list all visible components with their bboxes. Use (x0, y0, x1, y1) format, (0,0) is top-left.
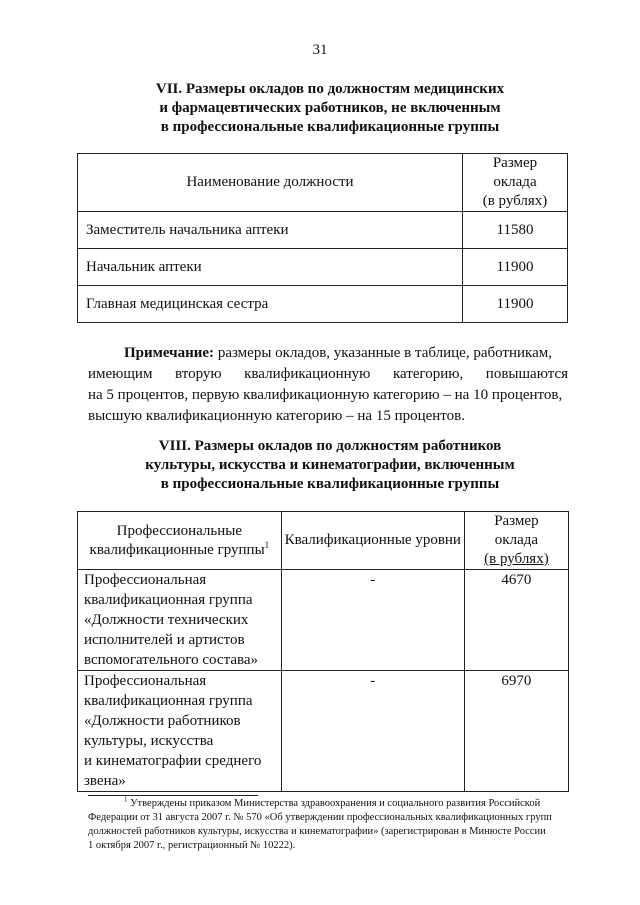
header-group-line: Профессиональные (116, 522, 243, 539)
heading-line: культуры, искусства и кинематографии, включенным (145, 457, 515, 473)
section-8-heading (80, 437, 580, 494)
professional-group (78, 671, 282, 792)
group-line: культуры, искусства (84, 733, 214, 749)
group-line: квалификационная группа (84, 693, 253, 709)
note-line: высшую квалификационную категорию – на 15 процентов. (88, 408, 465, 424)
note-word: повышаются (485, 366, 568, 382)
group-line: квалификационная группа (84, 592, 253, 608)
section-7-heading (80, 80, 580, 137)
note-word: вторую (175, 366, 222, 382)
note-paragraph (88, 343, 568, 427)
header-salary-line: Размер (492, 155, 538, 171)
page-number: 31 (312, 42, 328, 58)
group-line: исполнителей и артистов (84, 632, 245, 648)
salary-value: 11580 (463, 212, 568, 249)
table-row (78, 249, 568, 286)
footnote-marker: 1 (124, 795, 128, 804)
header-salary-line: оклада (494, 532, 539, 548)
footnote-line: должностей работников культуры, искусства и кинематографии» (зарегистрирован в Минюсте России (88, 826, 546, 837)
group-line: звена» (84, 773, 126, 789)
footnote-divider (88, 795, 258, 796)
header-position-name: Наименование должности (78, 154, 463, 212)
professional-group (78, 570, 282, 671)
note-text: размеры окладов, указанные в таблице, работникам, (214, 345, 552, 361)
table-row (78, 570, 569, 671)
note-line (88, 364, 568, 385)
header-professional-group (78, 512, 282, 570)
group-line: Профессиональная (84, 673, 207, 689)
header-salary-line: Размер (494, 513, 539, 529)
table-header-row (78, 512, 569, 570)
position-name: Начальник аптеки (78, 249, 463, 286)
footnote-line (88, 797, 568, 811)
note-line: на 5 процентов, первую квалификационную категорию – на 10 процентов, (88, 387, 563, 403)
header-group-text: квалификационные группы (89, 541, 265, 558)
qualification-level: - (281, 570, 464, 671)
note-word: квалификационную (244, 366, 371, 382)
header-salary (464, 512, 568, 570)
header-salary-line: оклада (493, 174, 537, 190)
header-qualification-levels: Квалификационные уровни (281, 512, 464, 570)
group-line: «Должности работников (84, 713, 241, 729)
header-group-line (78, 541, 281, 560)
group-line: вспомогательного состава» (84, 652, 259, 668)
heading-line: в профессиональные квалификационные группы (160, 476, 500, 492)
salary-value: 6970 (464, 671, 568, 792)
note-label: Примечание: (124, 345, 215, 361)
header-salary-line: (в рублях) (482, 193, 548, 209)
group-line: «Должности технических (84, 612, 249, 628)
table-row (78, 671, 569, 792)
note-word: категорию, (392, 366, 464, 382)
salary-value: 11900 (463, 286, 568, 323)
table-row (78, 286, 568, 323)
salary-value: 11900 (463, 249, 568, 286)
footnote-line: 1 октября 2007 г., регистрационный № 10222). (88, 840, 296, 851)
heading-line: VIII. Размеры окладов по должностям работников (158, 438, 502, 454)
group-line: Профессиональная (84, 572, 207, 588)
note-word: имеющим (88, 366, 153, 382)
footnote-text: Утверждены приказом Министерства здравоохранения и социального развития Российской (127, 798, 541, 809)
group-line: и кинематографии среднего (84, 753, 262, 769)
note-line (88, 343, 568, 364)
culture-salary-table (77, 511, 569, 792)
header-salary (463, 154, 568, 212)
table-header-row (78, 154, 568, 212)
qualification-level: - (281, 671, 464, 792)
footnote-line: Федерации от 31 августа 2007 г. № 570 «Об утверждении профессиональных квалификационных групп (88, 812, 552, 823)
position-name: Главная медицинская сестра (78, 286, 463, 323)
heading-line: VII. Размеры окладов по должностям медицинских (155, 81, 505, 97)
position-name: Заместитель начальника аптеки (78, 212, 463, 249)
table-row (78, 212, 568, 249)
salary-value: 4670 (464, 570, 568, 671)
heading-line: и фармацевтических работников, не включенным (159, 100, 501, 116)
footnote (88, 797, 568, 853)
footnote-ref: 1 (264, 539, 270, 550)
medical-salary-table (77, 153, 568, 323)
heading-line: в профессиональные квалификационные группы (160, 119, 500, 135)
header-salary-line: (в рублях) (484, 551, 549, 567)
